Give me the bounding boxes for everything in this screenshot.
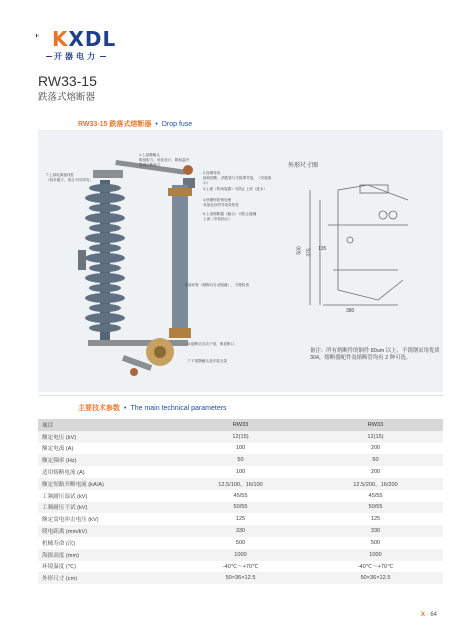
- table-cell: 500: [173, 537, 308, 549]
- dimension-title: 外形尺寸图: [288, 163, 319, 169]
- callout-bottom-contact: 7.下部静触头及安装支架: [188, 359, 227, 363]
- table-cell: -40℃～+70℃: [173, 561, 308, 573]
- page-number: [421, 612, 437, 618]
- page-number-value: · 64: [426, 612, 437, 618]
- table-cell: 机械寿命 (次): [38, 537, 173, 549]
- table-row: [38, 502, 443, 514]
- table-cell: 额定电流 (A): [38, 443, 173, 455]
- table-row: [38, 513, 443, 525]
- table-cell: 50: [308, 454, 443, 466]
- section-title-cn: 主要技术参数: [78, 405, 120, 412]
- callout-terminal: 7.上部电源接线柱 （较多端子，适合不同导线）: [46, 173, 93, 182]
- kxdl-logo: [36, 30, 50, 46]
- table-cell: -40℃～+70℃: [308, 561, 443, 573]
- insulator: [85, 180, 125, 345]
- table-cell: 12.5/200、16/200: [308, 478, 443, 490]
- table-cell: 200: [308, 443, 443, 455]
- table-cell: 额定频率 (Hz): [38, 454, 173, 466]
- callout-upper-contact: 5.上部熔断器（触头）可防止碰撞 上部（安装指示）: [203, 212, 257, 221]
- table-cell: 额定电压 (kV): [38, 431, 173, 443]
- section-title-en: The main technical parameters: [130, 405, 227, 412]
- table-cell: 50×36×12.5: [308, 572, 443, 584]
- section-title-specs: [78, 403, 227, 413]
- callout-galvanized: 4.热镀锌防锈处理 具备良好的导电导热性: [203, 198, 239, 207]
- table-header: RW33: [308, 419, 443, 431]
- callout-fuse-tube: 6.熔丝管（熔断后自动脱落），方便检查: [185, 283, 250, 287]
- callout-rain-cover: 3.上面（防雨装置）可防止上部（进水）: [203, 187, 268, 191]
- page-prefix: X: [420, 612, 425, 618]
- table-cell: 125: [173, 513, 308, 525]
- table-row: [38, 490, 443, 502]
- table-cell: 1000: [308, 549, 443, 561]
- table-row: [38, 549, 443, 561]
- callout-copper: 2.连铜导线 熔丝熔断，消弧管与灭弧罩对接，（安装指示）: [203, 171, 272, 185]
- table-cell: 125: [308, 513, 443, 525]
- table-cell: 330: [173, 525, 308, 537]
- table-row: [38, 466, 443, 478]
- table-cell: 50: [173, 454, 308, 466]
- table-cell: 爬电距离 (mm/kV): [38, 525, 173, 537]
- table-row: [38, 431, 443, 443]
- table-cell: 工频耐压干试 (kV): [38, 502, 173, 514]
- table-header-row: [38, 419, 443, 431]
- table-cell: 50/55: [173, 502, 308, 514]
- table-cell: 500: [308, 537, 443, 549]
- table-row: [38, 572, 443, 584]
- table-cell: 200: [308, 466, 443, 478]
- table-cell: 1000: [173, 549, 308, 561]
- brand-subtitle: 开器电力: [44, 51, 108, 62]
- table-cell: 12(15): [173, 431, 308, 443]
- table-cell: 海拔高度 (mm): [38, 549, 173, 561]
- section-bullet: •: [124, 405, 127, 412]
- table-row: [38, 561, 443, 573]
- table-cell: 100: [173, 466, 308, 478]
- table-cell: 额定短路开断电流 (kA/A): [38, 478, 173, 490]
- callout-top-contact: 1.上部静触头 极低阻力，优化设计，降低温升 提高分断能力: [139, 153, 190, 167]
- brand-name: KXDL: [52, 27, 117, 51]
- table-row: [38, 478, 443, 490]
- table-cell: 100: [173, 443, 308, 455]
- table-cell: 12.5/100、16/100: [173, 478, 308, 490]
- note-text: 备注：所有熔断件的铜件 80um 以上，不锈钢采用优质 304，熔断器配件及熔断管均有 2 种可选。: [310, 348, 440, 361]
- table-cell: 330: [308, 525, 443, 537]
- dim-label-500: 500: [296, 246, 303, 255]
- table-row: [38, 443, 443, 455]
- section-title-cn: RW33-15 跌落式熔断器: [78, 121, 152, 128]
- table-header: 项目: [38, 419, 173, 431]
- table-cell: 工频耐压湿试 (kV): [38, 490, 173, 502]
- dim-label-380: 380: [346, 308, 355, 314]
- table-row: [38, 537, 443, 549]
- table-row: [38, 454, 443, 466]
- table-cell: 12(15): [308, 431, 443, 443]
- bottom-hinge: [88, 338, 188, 376]
- table-cell: 50/55: [308, 502, 443, 514]
- dim-label-375: 375: [306, 248, 313, 257]
- table-row: [38, 525, 443, 537]
- fuse-tube: [168, 185, 192, 338]
- dim-label-135: 135: [318, 246, 327, 252]
- table-cell: 外形尺寸 (cm): [38, 572, 173, 584]
- mount-bracket: [78, 250, 86, 270]
- product-name: 跌落式熔断器: [38, 92, 96, 103]
- callout-drop: 8.熔断后自动下垂，明显断口: [188, 342, 235, 346]
- table-cell: 适用熔断电流 (A): [38, 466, 173, 478]
- section-bullet: •: [155, 121, 158, 128]
- table-cell: 50×36×12.5: [173, 572, 308, 584]
- section-title-product: [78, 119, 192, 129]
- table-cell: 45/55: [173, 490, 308, 502]
- dimension-circles: [379, 211, 397, 219]
- specs-table: [38, 419, 443, 584]
- product-model: RW33-15: [38, 73, 97, 89]
- section-title-en: Drop fuse: [161, 121, 193, 128]
- table-cell: 45/55: [308, 490, 443, 502]
- divider: [38, 395, 443, 396]
- table-cell: 额定雷电冲击电压 (kV): [38, 513, 173, 525]
- table-header: RW33: [173, 419, 308, 431]
- table-cell: 环境温度 (℃): [38, 561, 173, 573]
